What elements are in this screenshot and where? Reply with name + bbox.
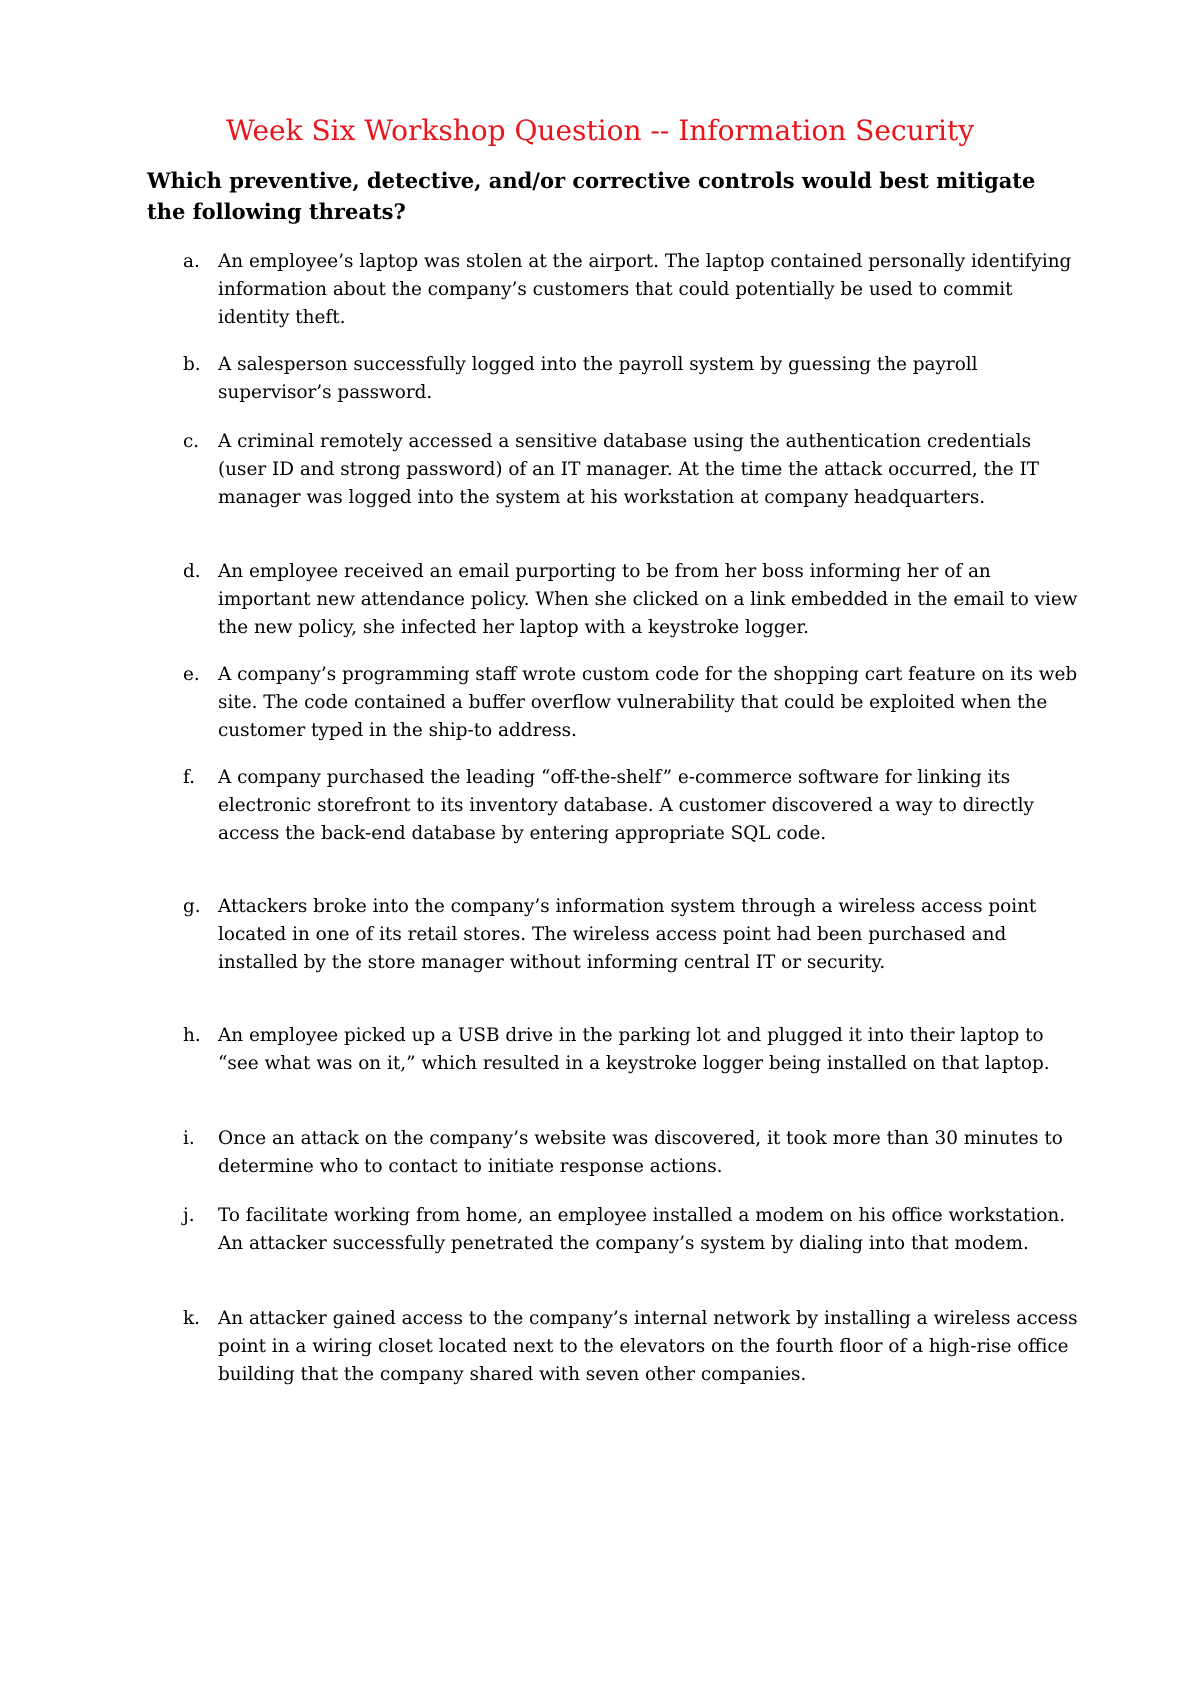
item-text: A company’s programming staff wrote custom code for the shopping cart feature on its web site. The code contained a buffer overflow vulnerability that could be exploited when the customer typed in the ship-to address. xyxy=(218,664,1078,741)
item-text: A criminal remotely accessed a sensitive database using the authentication credentials (user ID and strong password) of an IT manager. At the time the attack occurred, the IT manager was logged into the system at his workstation at company headquarters. xyxy=(218,431,1040,508)
list-item-d xyxy=(183,558,1083,642)
item-text: An employee picked up a USB drive in the parking lot and plugged it into their laptop to “see what was on it,” which resulted in a keystroke logger being installed on that laptop. xyxy=(218,1025,1050,1074)
list-item-f xyxy=(183,764,1083,848)
item-text: To facilitate working from home, an employee installed a modem on his office workstation. An attacker successfully penetrated the company’s system by dialing into that modem. xyxy=(218,1205,1066,1254)
item-letter: k. xyxy=(183,1308,200,1329)
item-letter: g. xyxy=(183,896,201,917)
list-item-h xyxy=(183,1022,1083,1078)
item-text: Once an attack on the company’s website was discovered, it took more than 30 minutes to determine who to contact to initiate response actions. xyxy=(218,1128,1063,1177)
list-item-j xyxy=(183,1202,1083,1258)
item-text: An employee’s laptop was stolen at the airport. The laptop contained personally identifying information about the company’s customers that could potentially be used to commit identity theft. xyxy=(218,251,1072,328)
item-letter: e. xyxy=(183,664,200,685)
item-letter: i. xyxy=(183,1128,195,1149)
item-text: Attackers broke into the company’s information system through a wireless access point located in one of its retail stores. The wireless access point had been purchased and installed by the store manager without informing central IT or security. xyxy=(218,896,1037,973)
item-text: An attacker gained access to the company’s internal network by installing a wireless access point in a wiring closet located next to the elevators on the fourth floor of a high-rise office building that the company shared with seven other companies. xyxy=(218,1308,1078,1385)
item-letter: f. xyxy=(183,767,195,788)
item-letter: b. xyxy=(183,354,201,375)
question-text: Which preventive, detective, and/or corrective controls would best mitigate the following threats? xyxy=(147,168,1036,224)
list-item-g xyxy=(183,893,1083,977)
list-item-i xyxy=(183,1125,1083,1181)
item-letter: c. xyxy=(183,431,200,452)
document-title: Week Six Workshop Question -- Information Security xyxy=(225,114,975,147)
list-item-a xyxy=(183,248,1083,332)
list-item-k xyxy=(183,1305,1083,1389)
item-text: A salesperson successfully logged into the payroll system by guessing the payroll supervisor’s password. xyxy=(218,354,978,403)
item-letter: a. xyxy=(183,251,200,272)
item-letter: j. xyxy=(183,1205,195,1226)
item-text: An employee received an email purporting to be from her boss informing her of an important new attendance policy. When she clicked on a link embedded in the email to view the new policy, she infected her laptop with a keystroke logger. xyxy=(218,561,1078,638)
item-letter: d. xyxy=(183,561,201,582)
list-item-c xyxy=(183,428,1083,512)
item-text: A company purchased the leading “off-the-shelf” e-commerce software for linking its electronic storefront to its inventory database. A customer discovered a way to directly access the back-end database by entering appropriate SQL code. xyxy=(218,767,1034,844)
item-letter: h. xyxy=(183,1025,201,1046)
list-item-b xyxy=(183,351,1083,407)
list-item-e xyxy=(183,661,1083,745)
